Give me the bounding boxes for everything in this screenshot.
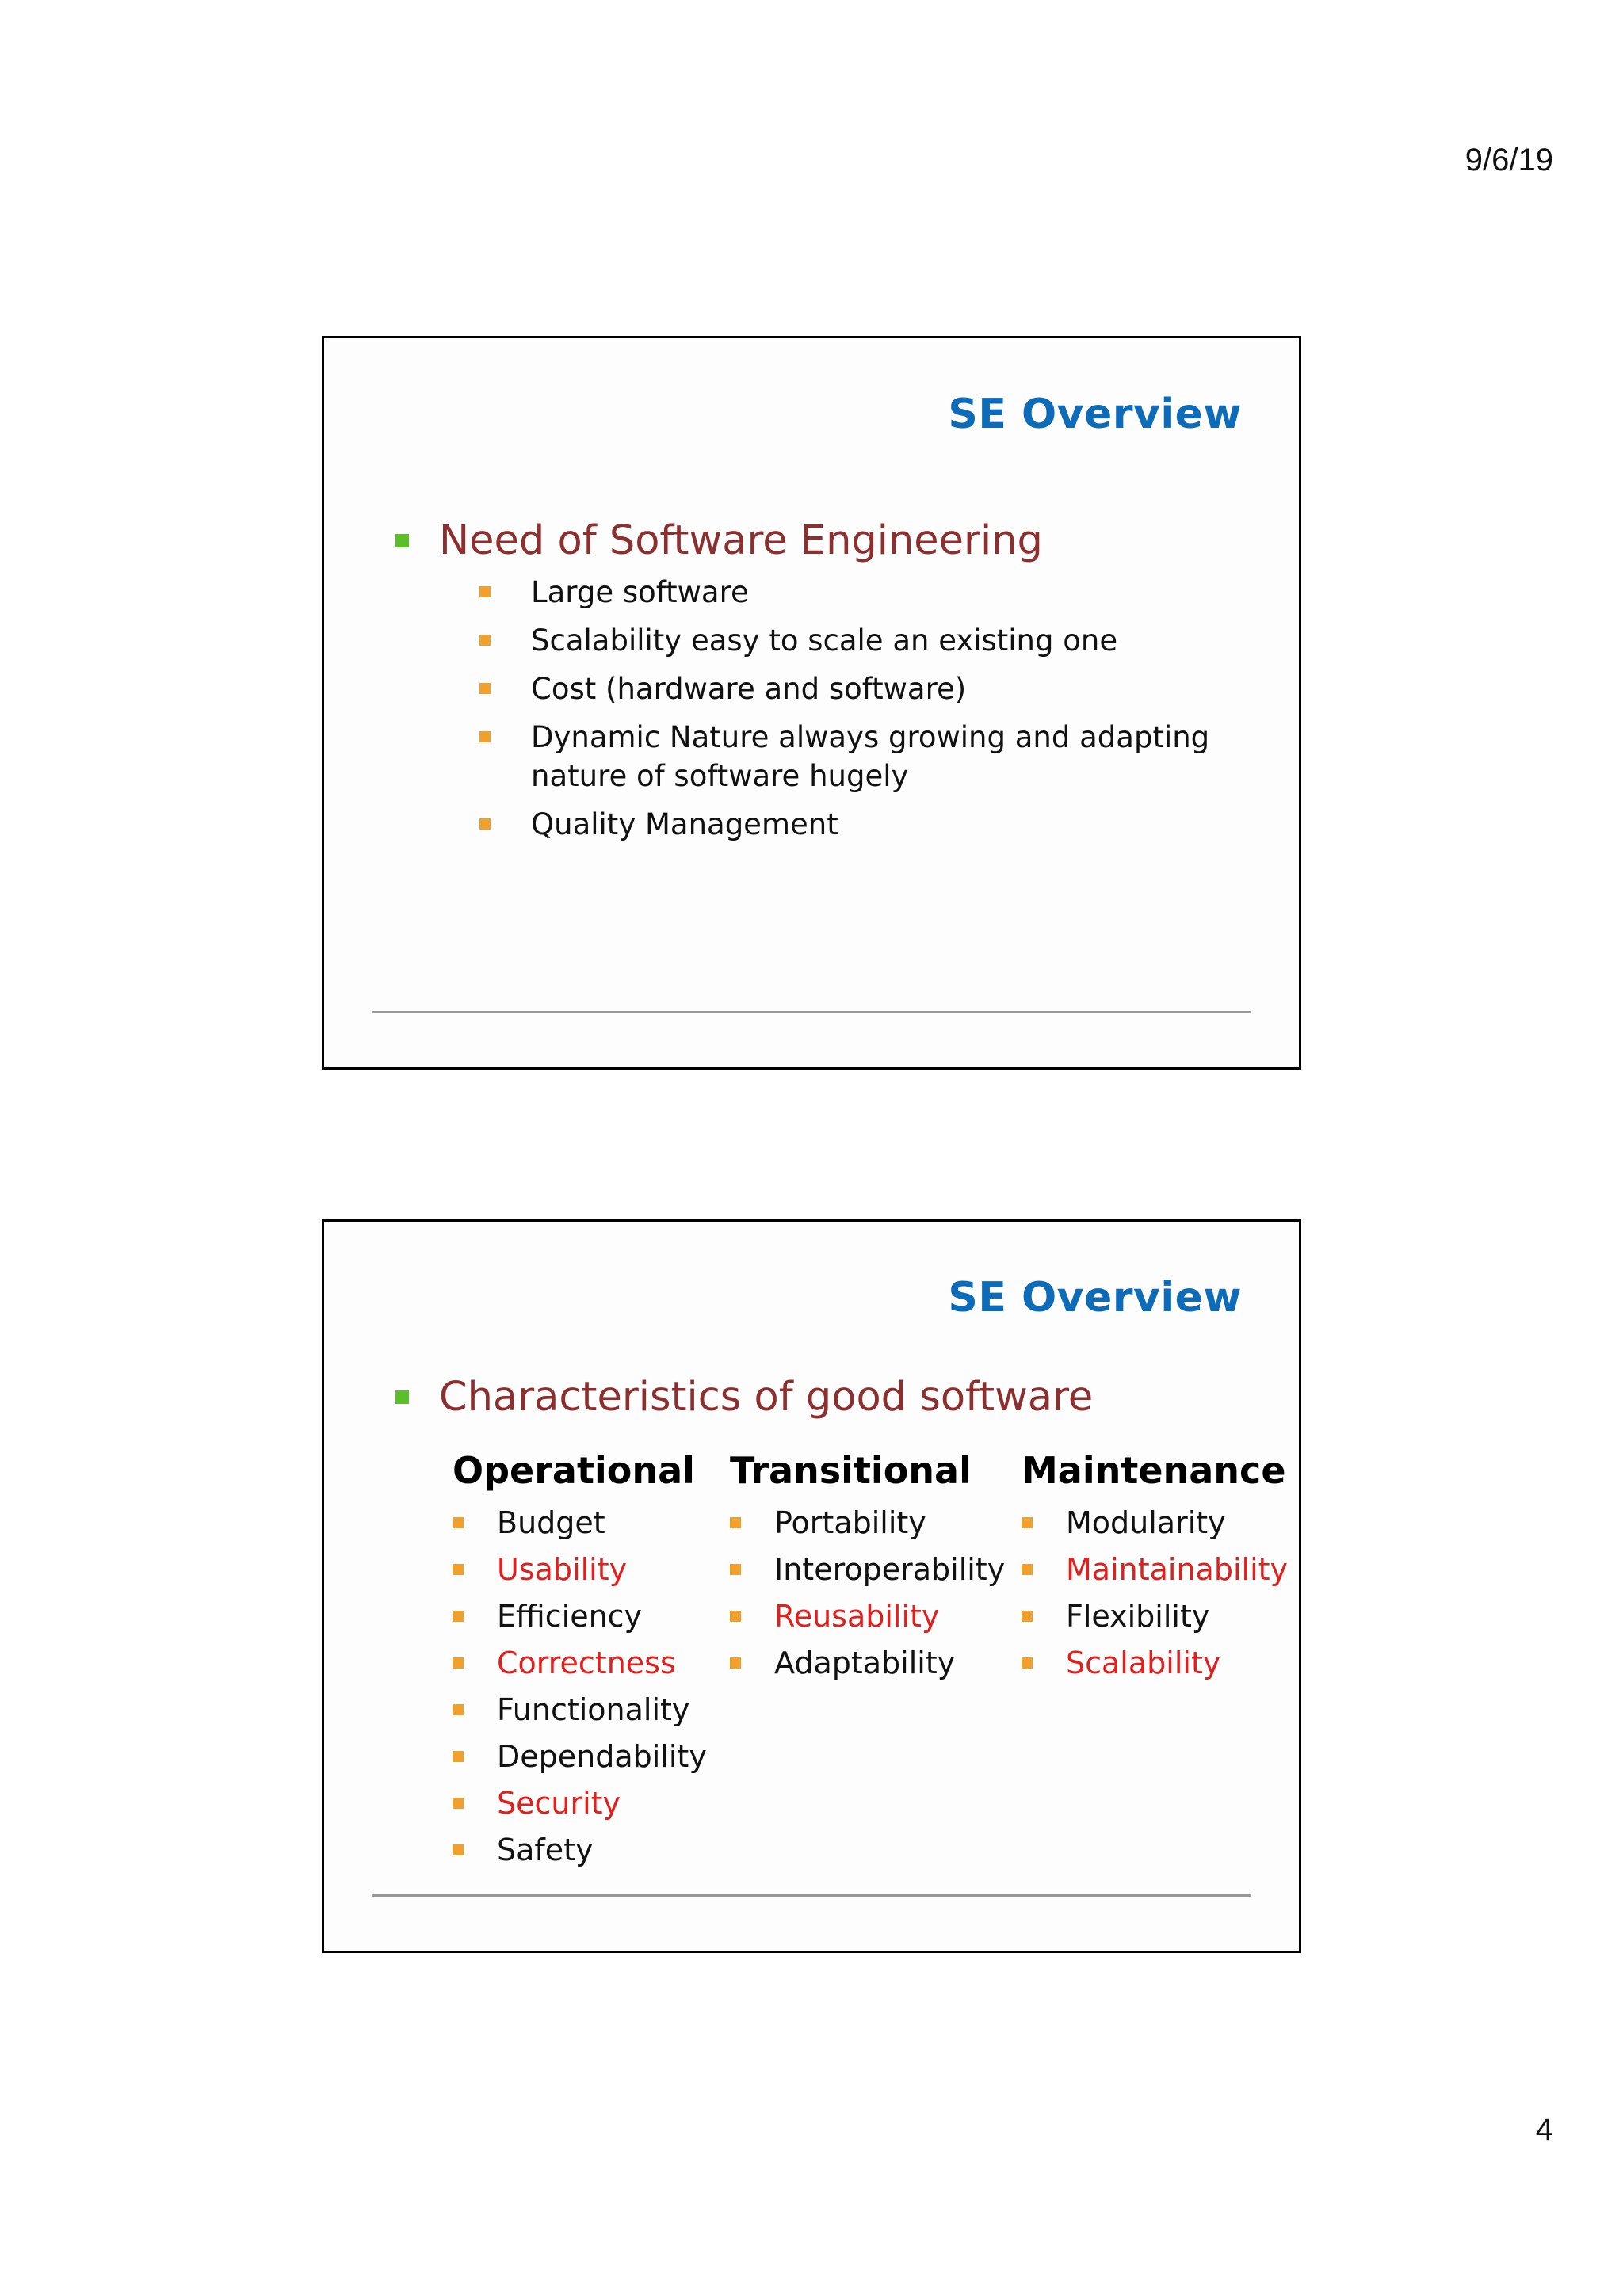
orange-square-bullet-icon <box>1022 1657 1033 1669</box>
orange-square-bullet-icon <box>479 731 491 742</box>
characteristic-item <box>730 1645 1005 1681</box>
orange-square-bullet-icon <box>453 1704 464 1715</box>
orange-square-bullet-icon <box>453 1798 464 1809</box>
orange-square-bullet-icon <box>730 1564 741 1575</box>
orange-square-bullet-icon <box>453 1564 464 1575</box>
orange-square-bullet-icon <box>479 818 491 830</box>
characteristic-text: Functionality <box>497 1692 690 1727</box>
page-date: 9/6/19 <box>1465 143 1553 177</box>
list-item-text: Large software <box>531 575 749 609</box>
list-item <box>479 669 1232 708</box>
orange-square-bullet-icon <box>453 1844 464 1855</box>
green-square-bullet-icon <box>395 1390 409 1404</box>
characteristics-columns <box>324 1446 1299 1874</box>
characteristic-text: Correctness <box>497 1646 676 1680</box>
column-header: Transitional <box>730 1449 972 1492</box>
slide-divider <box>372 1894 1251 1897</box>
characteristic-text: Reusability <box>774 1599 940 1634</box>
characteristic-text: Maintainability <box>1066 1552 1289 1587</box>
characteristic-item <box>453 1832 707 1868</box>
orange-square-bullet-icon <box>479 635 491 646</box>
slide-title: SE Overview <box>948 1274 1242 1322</box>
orange-square-bullet-icon <box>453 1611 464 1622</box>
list-item <box>479 718 1232 795</box>
characteristic-text: Flexibility <box>1066 1599 1210 1634</box>
orange-square-bullet-icon <box>453 1751 464 1762</box>
characteristic-text: Dependability <box>497 1739 707 1774</box>
characteristic-text: Adaptability <box>774 1646 956 1680</box>
orange-square-bullet-icon <box>730 1517 741 1528</box>
orange-square-bullet-icon <box>453 1517 464 1528</box>
characteristic-item <box>453 1645 707 1681</box>
characteristic-item <box>453 1785 707 1821</box>
column-header: Operational <box>453 1449 695 1492</box>
orange-square-bullet-icon <box>730 1611 741 1622</box>
list-item <box>479 621 1232 660</box>
list-item <box>479 805 1232 844</box>
column-list <box>730 1505 1005 1681</box>
characteristic-text: Interoperability <box>774 1552 1006 1587</box>
characteristic-item <box>730 1551 1005 1588</box>
orange-square-bullet-icon <box>730 1657 741 1669</box>
characteristic-text: Efficiency <box>497 1599 643 1634</box>
characteristic-text: Usability <box>497 1552 628 1587</box>
heading-row <box>395 1374 1093 1421</box>
characteristic-text: Scalability <box>1066 1646 1221 1680</box>
orange-square-bullet-icon <box>453 1657 464 1669</box>
characteristic-item <box>1022 1505 1288 1541</box>
list-item-text: Cost (hardware and software) <box>531 672 967 706</box>
column-maintenance <box>1022 1446 1288 1691</box>
characteristic-item <box>730 1505 1005 1541</box>
characteristic-item <box>730 1598 1005 1634</box>
orange-square-bullet-icon <box>1022 1564 1033 1575</box>
column-list <box>453 1505 707 1868</box>
list-item <box>479 573 1232 612</box>
characteristic-text: Modularity <box>1066 1505 1226 1540</box>
characteristic-item <box>453 1598 707 1634</box>
slide-title: SE Overview <box>948 391 1242 438</box>
column-operational <box>453 1446 707 1878</box>
slide-heading: Need of Software Engineering <box>439 517 1043 564</box>
need-list <box>479 573 1232 853</box>
orange-square-bullet-icon <box>479 683 491 694</box>
orange-square-bullet-icon <box>479 586 491 597</box>
column-list <box>1022 1505 1288 1681</box>
heading-row <box>395 517 1043 564</box>
orange-square-bullet-icon <box>1022 1611 1033 1622</box>
characteristic-text: Safety <box>497 1833 594 1867</box>
characteristic-text: Portability <box>774 1505 926 1540</box>
orange-square-bullet-icon <box>1022 1517 1033 1528</box>
list-item-text: Dynamic Nature always growing and adapting nature of software hugely <box>531 720 1210 793</box>
column-transitional <box>730 1446 1005 1691</box>
characteristic-text: Security <box>497 1786 621 1821</box>
list-item-text: Scalability easy to scale an existing one <box>531 624 1118 658</box>
green-square-bullet-icon <box>395 534 409 547</box>
list-item-text: Quality Management <box>531 807 838 841</box>
characteristic-item <box>1022 1598 1288 1634</box>
characteristic-text: Budget <box>497 1505 605 1540</box>
characteristic-item <box>453 1738 707 1775</box>
characteristic-item <box>1022 1551 1288 1588</box>
characteristic-item <box>453 1691 707 1728</box>
page-number: 4 <box>1535 2112 1553 2147</box>
slide-characteristics <box>322 1219 1301 1953</box>
slide-need-of-se <box>322 336 1301 1070</box>
characteristic-item <box>453 1505 707 1541</box>
characteristic-item <box>1022 1645 1288 1681</box>
slide-divider <box>372 1011 1251 1013</box>
column-header: Maintenance <box>1022 1449 1286 1492</box>
slide-heading: Characteristics of good software <box>439 1374 1094 1421</box>
characteristic-item <box>453 1551 707 1588</box>
